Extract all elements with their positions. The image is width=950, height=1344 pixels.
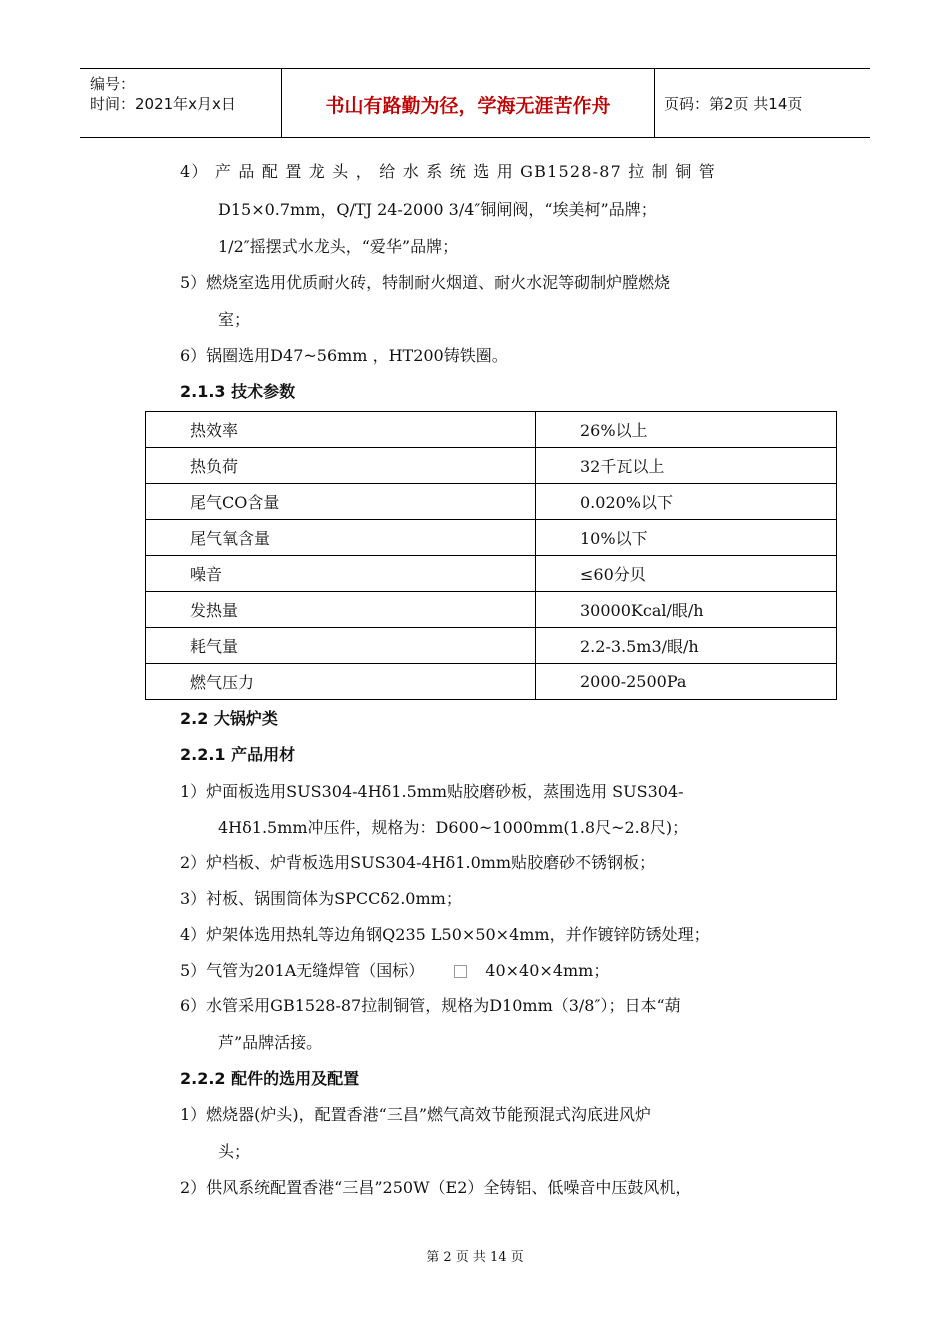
table-row bbox=[146, 628, 837, 664]
paragraph-line: 6）锅圈选用D47~56mm ，HT200铸铁圈。 bbox=[180, 346, 508, 365]
paragraph-line: 1）燃烧器(炉头)，配置香港“三昌”燃气高效节能预混式沟底进风炉 bbox=[180, 1105, 652, 1124]
param-name-cell: 热负荷 bbox=[146, 448, 536, 484]
table-row bbox=[146, 664, 837, 700]
param-value-cell: 10%以下 bbox=[536, 520, 837, 556]
paragraph-line: 6）水管采用GB1528-87拉制铜管，规格为D10mm（3/8″）；日本“葫 bbox=[180, 996, 681, 1015]
paragraph-line: D15×0.7mm，Q/TJ 24-2000 3/4″铜闸阀，“埃美柯”品牌； bbox=[218, 200, 657, 219]
param-value-cell: 30000Kcal/眼/h bbox=[536, 592, 837, 628]
placeholder-box-icon bbox=[454, 965, 467, 978]
param-name-cell: 尾气CO含量 bbox=[146, 484, 536, 520]
motto-text: 书山有路勤为径，学海无涯苦作舟 bbox=[325, 95, 611, 117]
param-name-cell: 发热量 bbox=[146, 592, 536, 628]
paragraph-line: 室； bbox=[218, 310, 251, 329]
param-value-cell: 32千瓦以上 bbox=[536, 448, 837, 484]
paragraph-line bbox=[180, 961, 609, 981]
param-value-cell: 26%以上 bbox=[536, 412, 837, 448]
paragraph-line: 1/2″摇摆式水龙头，“爱华”品牌； bbox=[218, 237, 459, 256]
param-value-cell: ≤60分贝 bbox=[536, 556, 837, 592]
paragraph-line: 4） 产 品 配 置 龙 头 ， 给 水 系 统 选 用 GB1528-87 拉 制 铜 管 bbox=[180, 162, 716, 181]
param-value-cell: 2000-2500Pa bbox=[536, 664, 837, 700]
section-heading: 2.1.3 技术参数 bbox=[180, 382, 296, 401]
param-name-cell: 热效率 bbox=[146, 412, 536, 448]
paragraph-line: 4Hδ1.5mm冲压件，规格为：D600~1000mm(1.8尺~2.8尺)； bbox=[218, 818, 689, 837]
param-name-cell: 噪音 bbox=[146, 556, 536, 592]
header-motto-cell bbox=[281, 69, 655, 137]
param-name-cell: 耗气量 bbox=[146, 628, 536, 664]
paragraph-text: 40×40×4mm； bbox=[485, 961, 610, 980]
paragraph-line: 1）炉面板选用SUS304-4Hδ1.5mm贴胶磨砂板，蒸围选用 SUS304- bbox=[180, 782, 684, 801]
table-row bbox=[146, 484, 837, 520]
number-label: 编号： bbox=[90, 75, 136, 93]
param-name-cell: 燃气压力 bbox=[146, 664, 536, 700]
section-heading: 2.2.2 配件的选用及配置 bbox=[180, 1069, 360, 1088]
param-value-cell: 0.020%以下 bbox=[536, 484, 837, 520]
paragraph-line: 头； bbox=[218, 1142, 251, 1161]
table-row bbox=[146, 448, 837, 484]
table-row bbox=[146, 520, 837, 556]
param-value-cell: 2.2-3.5m3/眼/h bbox=[536, 628, 837, 664]
paragraph-line: 2）供风系统配置香港“三昌”250W（E2）全铸铝、低噪音中压鼓风机， bbox=[180, 1178, 692, 1197]
header-meta-cell bbox=[80, 69, 281, 137]
paragraph-line: 2）炉档板、炉背板选用SUS304-4Hδ1.0mm贴胶磨砂不锈钢板； bbox=[180, 853, 656, 872]
table-row bbox=[146, 556, 837, 592]
section-heading: 2.2.1 产品用材 bbox=[180, 745, 296, 764]
table-row bbox=[146, 412, 837, 448]
section-heading: 2.2 大锅炉类 bbox=[180, 709, 278, 728]
table-row bbox=[146, 592, 837, 628]
time-label: 时间：2021年x月x日 bbox=[90, 95, 236, 113]
param-name-cell: 尾气氧含量 bbox=[146, 520, 536, 556]
page-header bbox=[80, 68, 870, 138]
page-number-label: 页码：第2页 共14页 bbox=[664, 95, 803, 113]
paragraph-line: 4）炉架体选用热轧等边角钢Q235 L50×50×4mm，并作镀锌防锈处理； bbox=[180, 925, 710, 944]
technical-parameters-table bbox=[145, 411, 837, 700]
page-footer: 第 2 页 共 14 页 bbox=[426, 1250, 524, 1265]
paragraph-line: 3）衬板、锅围筒体为SPCCδ2.0mm； bbox=[180, 889, 462, 908]
header-page-cell bbox=[654, 69, 870, 137]
paragraph-text: 5）气管为201A无缝焊管（国标） bbox=[180, 961, 425, 980]
paragraph-line: 芦”品牌活接。 bbox=[218, 1033, 323, 1052]
paragraph-line: 5）燃烧室选用优质耐火砖，特制耐火烟道、耐火水泥等砌制炉膛燃烧 bbox=[180, 273, 671, 292]
